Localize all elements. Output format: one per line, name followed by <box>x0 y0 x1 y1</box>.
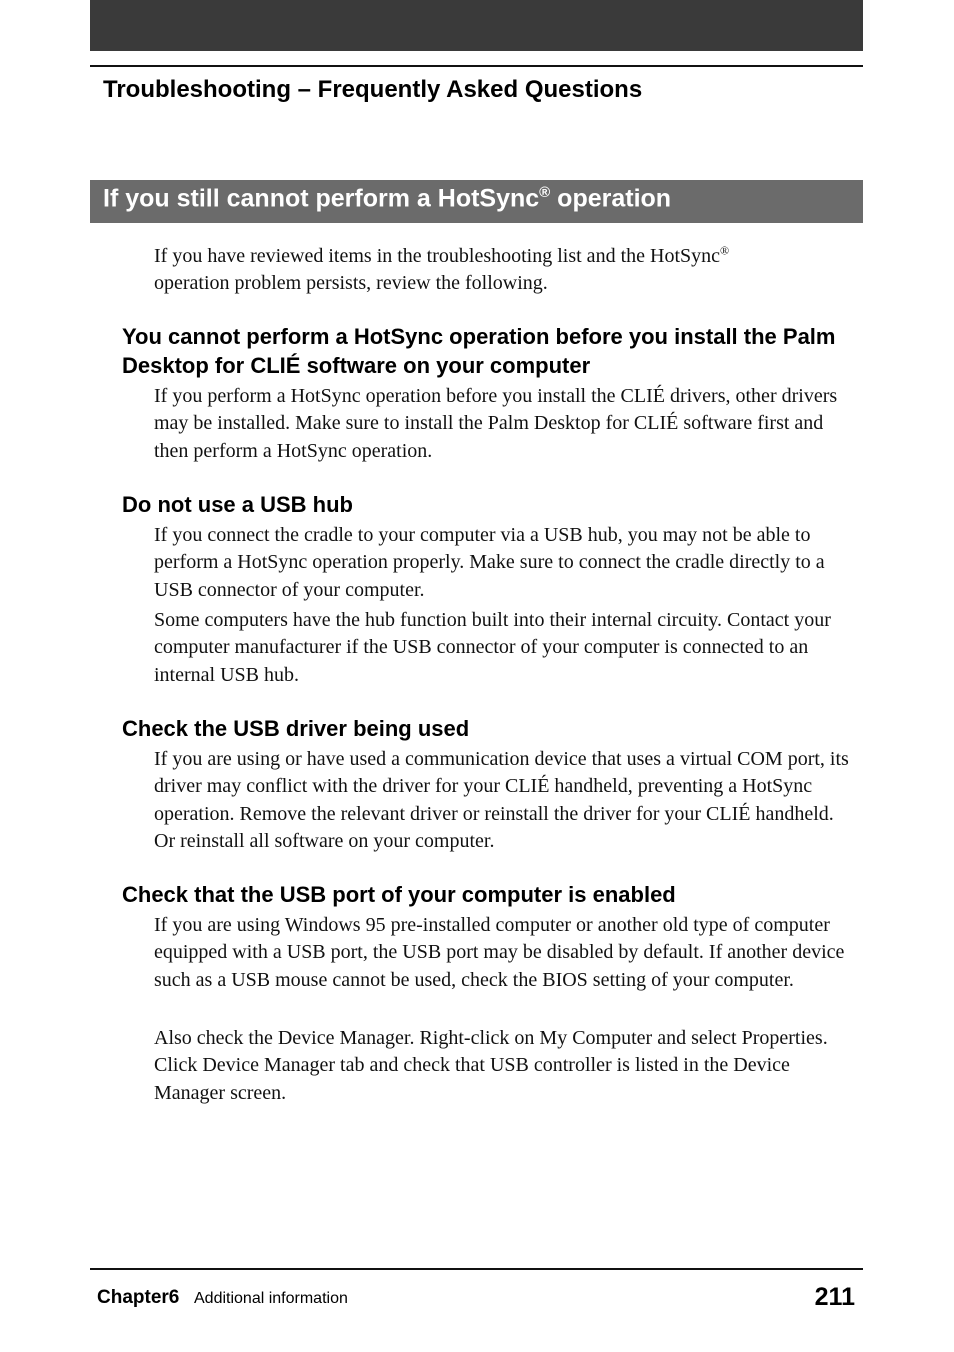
intro-line-2: operation problem persists, review the following. <box>154 272 548 295</box>
registered-mark: ® <box>539 184 551 201</box>
topic-heading: Check that the USB port of your computer is enabled <box>122 882 676 907</box>
page-number: 211 <box>814 1283 855 1311</box>
footer-description: Additional information <box>194 1290 348 1307</box>
topic-paragraph: If you perform a HotSync operation before you install the CLIÉ drivers, other drivers may be installed. Make sure to install the Palm Desktop for CLIÉ software first and then perform a HotSync operation. <box>154 385 838 462</box>
section-title-suffix: operation <box>550 184 672 213</box>
chapter-heading: Troubleshooting – Frequently Asked Questions <box>103 76 643 103</box>
section-title <box>103 184 671 213</box>
topic-paragraph: If you are using or have used a communication device that uses a virtual COM port, its driver may conflict with the driver for your CLIÉ handheld, preventing a HotSync operation. Remove the relevant driver or reinstall the driver for your CLIÉ handheld. Or reinstall all software on your computer. <box>154 748 849 852</box>
section-title-text: If you still cannot perform a HotSync <box>103 184 540 213</box>
header-rule <box>90 65 863 67</box>
topic-heading: Do not use a USB hub <box>122 492 353 517</box>
section-intro <box>154 243 854 298</box>
topic-paragraph: Some computers have the hub function built into their internal circuity. Contact your computer manufacturer if the USB connector of your computer is connected to an internal USB hub. <box>154 609 831 686</box>
topic-paragraph: If you connect the cradle to your computer via a USB hub, you may not be able to perform a HotSync operation properly. Make sure to connect the cradle directly to a USB connector of your computer. <box>154 524 825 601</box>
topic-heading: Check the USB driver being used <box>122 716 470 741</box>
registered-mark: ® <box>720 243 730 258</box>
topic-paragraph: If you are using Windows 95 pre-installed computer or another old type of computer equipped with a USB port, the USB port may be disabled by default. If another device such as a USB mouse cannot be used, check the BIOS setting of your computer. <box>154 914 845 991</box>
top-banner <box>90 0 863 51</box>
topic-paragraph: Also check the Device Manager. Right-click on My Computer and select Properties. Click Device Manager tab and check that USB controller is listed in the Device Manager screen. <box>154 1027 828 1104</box>
topic-heading: You cannot perform a HotSync operation before you install the Palm Desktop for CLIÉ software on your computer <box>122 324 836 378</box>
footer-rule <box>90 1268 863 1270</box>
footer-chapter: Chapter6 <box>97 1287 180 1308</box>
intro-line-1: If you have reviewed items in the troubleshooting list and the HotSync <box>154 245 720 267</box>
